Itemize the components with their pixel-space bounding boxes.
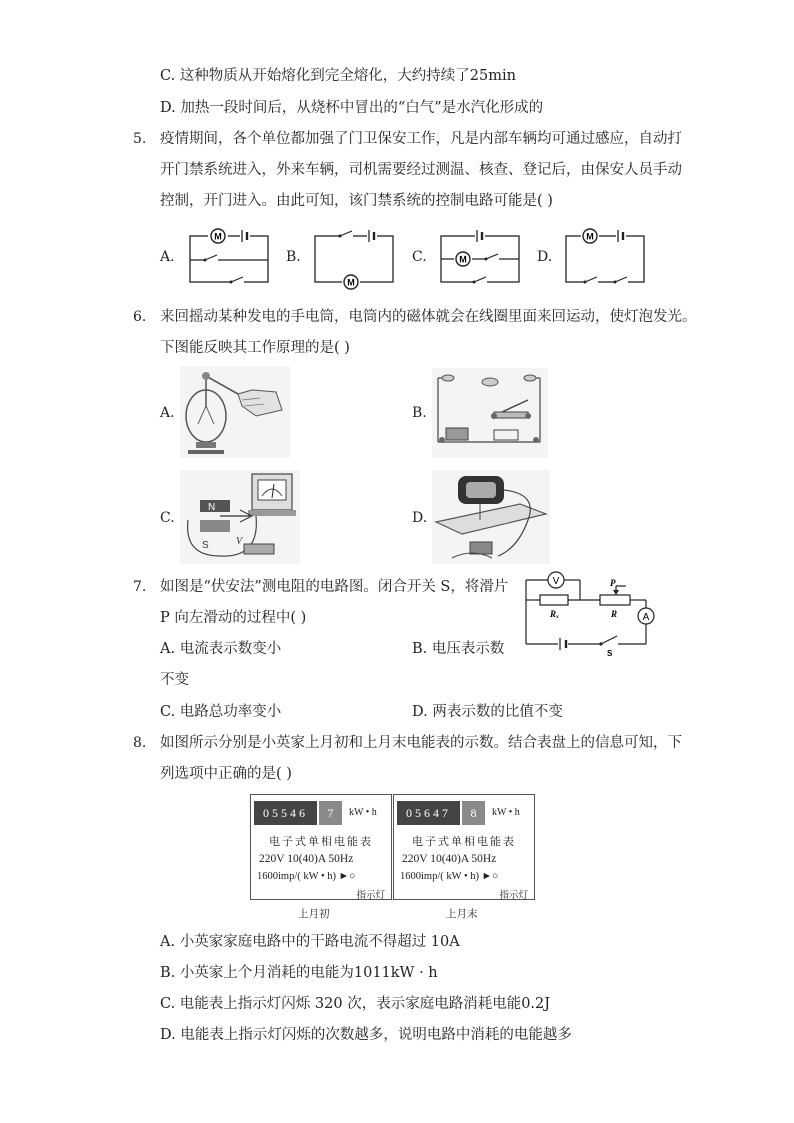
q7-option-c: C. 电路总功率变小 — [160, 704, 282, 720]
q5-label-c: C. — [412, 249, 427, 265]
magnet-s-label: S — [202, 540, 209, 551]
q5-circuit-a — [186, 226, 272, 286]
motor-label: M — [586, 231, 594, 242]
q7-option-b: B. 电压表示数 — [412, 641, 505, 657]
meter-end-imp: 1600imp/( kW • h) ►○ — [400, 871, 499, 882]
meter-start-decimal: 7 — [319, 801, 342, 825]
meter-end-digits: 05647 — [397, 801, 460, 825]
q5-label-a: A. — [160, 249, 175, 265]
q7-option-b-cont: 不变 — [160, 672, 189, 688]
switch-label: S — [607, 649, 613, 658]
q5-line-1: 疫情期间，各个单位都加强了门卫保安工作，凡是内部车辆均可通过感应，自动打 — [160, 131, 682, 147]
q7-circuit — [518, 570, 660, 658]
voltmeter-label: V — [552, 576, 560, 587]
q8-option-a: A. 小英家家庭电路中的干路电流不得超过 10A — [160, 934, 460, 950]
q6-label-c: C. — [160, 510, 175, 526]
q8-option-c: C. 电能表上指示灯闪烁 320 次，表示家庭电路消耗电能0.2J — [160, 996, 551, 1012]
q5-number: 5. — [133, 131, 147, 147]
meter-end-spec: 220V 10(40)A 50Hz — [402, 853, 497, 865]
q8-option-b: B. 小英家上个月消耗的电能为1011kW · h — [160, 965, 438, 981]
meter-end-indicator: 指示灯 — [499, 891, 528, 901]
meter-end-name: 电子式单相电能表 — [412, 836, 516, 848]
q5-circuit-d — [562, 226, 648, 286]
meter-start-caption: 上月初 — [298, 908, 330, 920]
motor-label: M — [459, 254, 467, 265]
meter-end — [393, 794, 535, 900]
q6-number: 6. — [133, 309, 147, 325]
meter-start-spec: 220V 10(40)A 50Hz — [259, 853, 354, 865]
meter-start-indicator: 指示灯 — [356, 891, 385, 901]
q6-line-1: 来回摇动某种发电的手电筒，电筒内的磁体就会在线圈里面来回运动，使灯泡发光。 — [160, 309, 697, 325]
q8-number: 8. — [133, 735, 147, 751]
q6-label-d: D. — [412, 510, 428, 526]
resistor-label: Rₓ — [550, 609, 560, 619]
q5-label-b: B. — [286, 249, 301, 265]
q5-circuit-c — [437, 226, 523, 286]
q5-label-d: D. — [537, 249, 553, 265]
q6-image-b — [432, 368, 548, 458]
slider-label: P — [610, 578, 616, 588]
q8-option-d: D. 电能表上指示灯闪烁的次数越多，说明电路中消耗的电能越多 — [160, 1027, 572, 1043]
meter-start-name: 电子式单相电能表 — [269, 836, 373, 848]
motor-label: M — [347, 277, 355, 288]
magnet-n-label: N — [208, 502, 216, 513]
q6-label-b: B. — [412, 405, 427, 421]
rheostat-label: R — [611, 609, 618, 619]
meter-start-unit: kW • h — [349, 807, 377, 818]
q5-circuit-b — [311, 226, 397, 286]
meter-start — [250, 794, 392, 900]
prev-option-c: C. 这种物质从开始熔化到完全熔化，大约持续了25min — [160, 68, 516, 84]
motor-label: M — [214, 231, 222, 242]
q7-line-2: P 向左滑动的过程中( ) — [160, 610, 307, 626]
q7-number: 7. — [133, 579, 147, 595]
meter-end-unit: kW • h — [492, 807, 520, 818]
q6-label-a: A. — [160, 405, 175, 421]
q7-option-a: A. 电流表示数变小 — [160, 641, 282, 657]
velocity-label: V — [236, 536, 243, 547]
q6-image-a — [180, 366, 290, 458]
ammeter-label: A — [642, 612, 650, 623]
meter-end-caption: 上月末 — [446, 908, 478, 920]
q5-line-3: 控制，开门进入。由此可知，该门禁系统的控制电路可能是( ) — [160, 193, 553, 209]
meter-end-decimal: 8 — [462, 801, 485, 825]
q5-line-2: 开门禁系统进入，外来车辆，司机需要经过测温、核查、登记后，由保安人员手动 — [160, 162, 682, 178]
q7-option-d: D. 两表示数的比值不变 — [412, 704, 563, 720]
q7-line-1: 如图是“伏安法”测电阻的电路图。闭合开关 S，将滑片 — [160, 579, 509, 595]
q6-image-c — [180, 470, 300, 564]
q8-line-2: 列选项中正确的是( ) — [160, 766, 292, 782]
meter-start-digits: 05546 — [254, 801, 317, 825]
q6-line-2: 下图能反映其工作原理的是( ) — [160, 340, 350, 356]
meter-start-imp: 1600imp/( kW • h) ►○ — [257, 871, 356, 882]
q8-line-1: 如图所示分别是小英家上月初和上月末电能表的示数。结合表盘上的信息可知，下 — [160, 735, 682, 751]
q6-image-d — [432, 470, 550, 564]
prev-option-d: D. 加热一段时间后，从烧杯中冒出的“白气”是水汽化形成的 — [160, 100, 544, 116]
